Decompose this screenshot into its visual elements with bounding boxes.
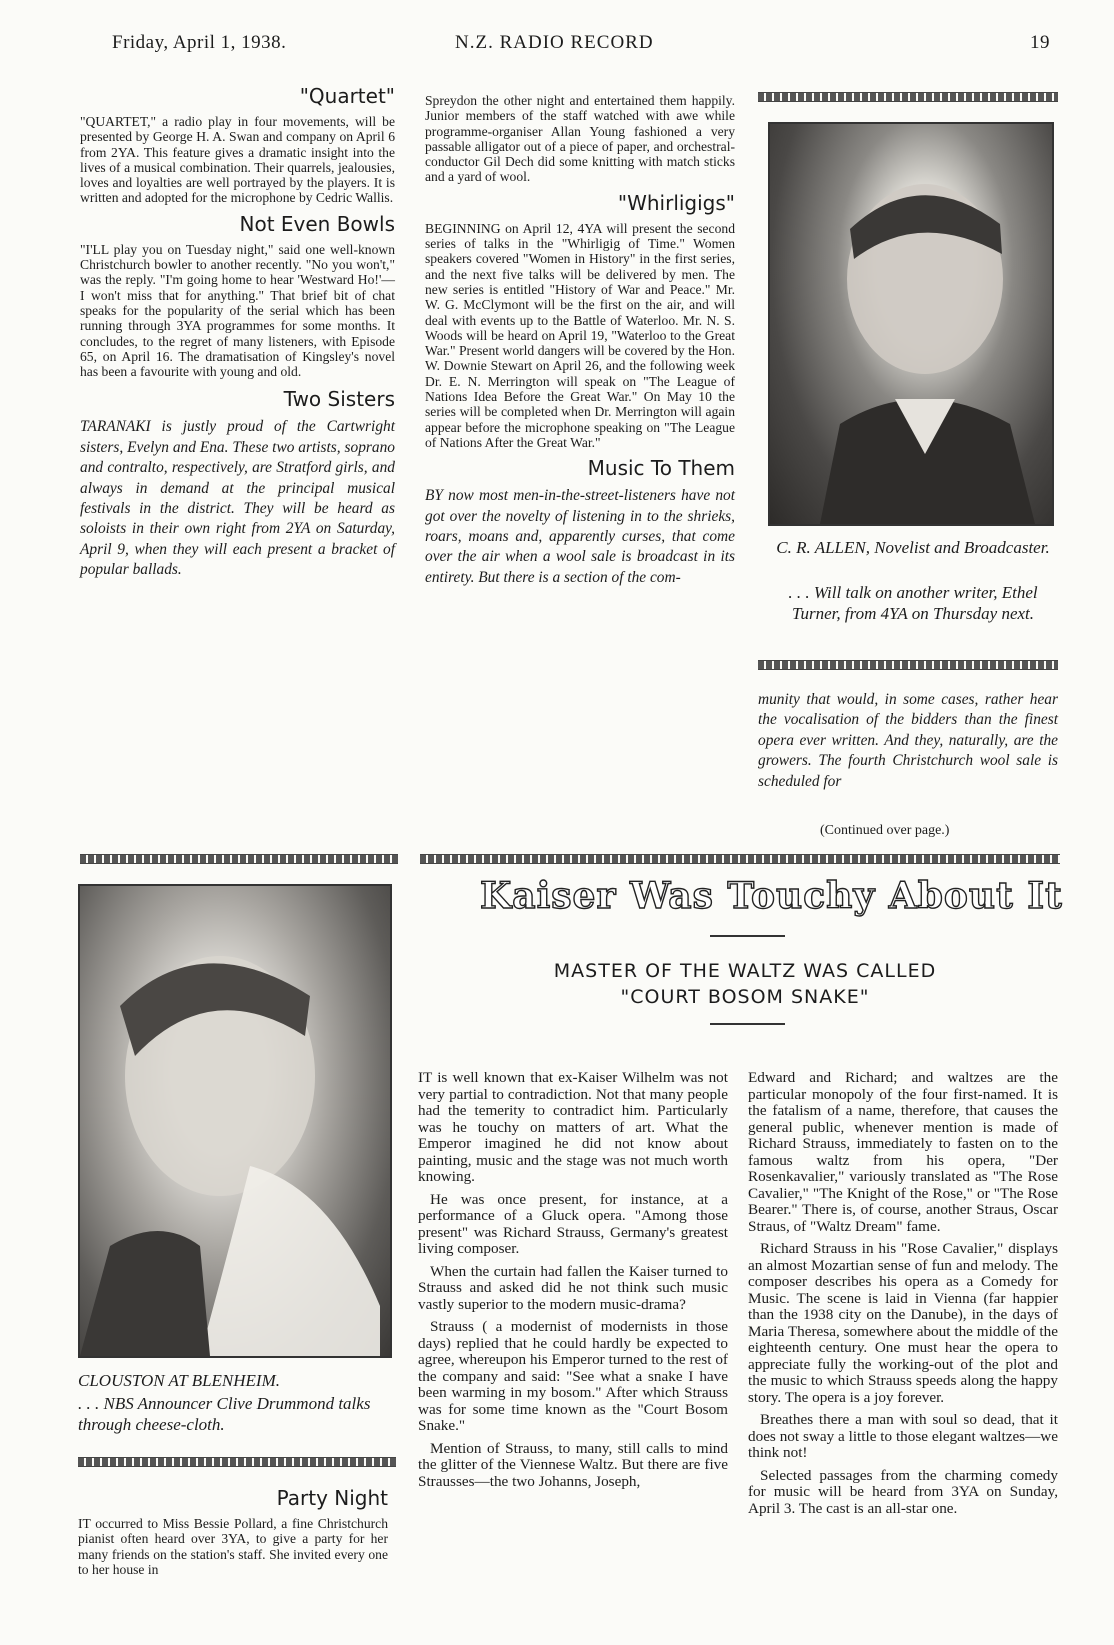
clouston-photo [78, 884, 392, 1358]
issue-date: Friday, April 1, 1938. [112, 32, 287, 53]
divider [80, 854, 398, 864]
kaiser-headline: Kaiser Was Touchy About It [480, 875, 1063, 917]
two-sisters-heading: Two Sisters [283, 387, 395, 412]
clouston-caption-name: CLOUSTON AT BLENHEIM. [78, 1371, 280, 1390]
quartet-body: "QUARTET," a radio play in four movements, will be presented by George H. A. Swan and company on April 6 from 2YA. This feature gives a dramatic insight into the lives of a musical combination. Their quarrels, jealousies, loves and loyalties are well portrayed by the players. It is written and adopted for the microphone by Cedric Wallis. [80, 114, 395, 206]
continued-note: (Continued over page.) [820, 823, 950, 838]
page-number: 19 [1030, 32, 1050, 53]
divider [758, 92, 1058, 102]
allen-caption-name: C. R. ALLEN, Novelist and Broadcaster. [776, 538, 1050, 557]
kaiser-subheadline-2: "COURT BOSOM SNAKE" [620, 986, 870, 1008]
clouston-caption-text: . . . NBS Announcer Clive Drummond talks through cheese-cloth. [78, 1394, 371, 1434]
whirligigs-body: BEGINNING on April 12, 4YA will present the second series of talks in the "Whirligig of Time." Women speakers covered "Women in History" in the first series, and the next five talks will be delivered by men. The new series is entitled "History of War and Peace." Mr. W. G. McClymont will be the first on the air, and will deal with events up to the Battle of Waterloo. Mr. N. S. Woods will be heard on April 19, "Waterloo to the Great War." Present world dangers will be covered by the Hon. W. Downie Stewart on April 26, and the following week Dr. E. N. Merrington will speak on "The League of Nations Idea Before the Great War." On May 10 the series will be completed when Dr. Merrington will again appear before the microphone speaking on "The League of Nations After the Great War." [425, 220, 735, 450]
kaiser-col1-p1: IT is well known that ex-Kaiser Wilhelm was not very partial to contradiction. Not that many people had the temerity to contradict him. Particularly was he touchy on matters of art. What the Emperor imagined he did not know about painting, music and the stage was not much worth knowing. [418, 1069, 728, 1185]
not-even-bowls-heading: Not Even Bowls [239, 211, 395, 236]
kaiser-col1-p4: Strauss ( a modernist of modernists in those days) replied that he could hardly be expected to agree, whereupon his Emperor turned to the rest of the company and said: "See what a snake I have been warming in my bosom." After which Strauss was for some time known as the "Court Bosom Snake." [418, 1318, 728, 1434]
kaiser-col2-p2: Richard Strauss in his "Rose Cavalier," displays an almost Mozartian sense of fun and melody. The composer describes his opera as a Comedy for Music. The scene is laid in Vienna (far happier than the 1938 city on the Danube), in the days of Maria Theresa, somewhere about the middle of the eighteenth century. One must hear the opera to appreciate fully the working-out of the plot and the music to which Strauss speeds along the happy story. The opera is a joy forever. [748, 1240, 1058, 1406]
divider [758, 660, 1058, 670]
column-left [80, 78, 395, 581]
music-to-them-heading: Music To Them [587, 456, 735, 481]
kaiser-col1-p3: When the curtain had fallen the Kaiser turned to Strauss and asked did he not think such music vastly superior to the modern music-drama? [418, 1262, 728, 1313]
kaiser-col2-p1: Edward and Richard; and waltzes are the particular monopoly of the four first-named. It is the fatalism of a name, therefore, that causes the general public, whenever mention is made of Richard Strauss, immediately to fasten on to the famous waltz from his opera, "Der Rosenkavalier," variously translated as "The Rose Cavalier," "The Knight of the Rose," or "The Rose Bearer." There is, of course, another Straus, Oscar Straus, of "Waltz Dream" fame. [748, 1069, 1058, 1235]
kaiser-column-2 [748, 1070, 1058, 1523]
subheadline-rule [710, 1023, 785, 1025]
allen-portrait-image [770, 124, 1052, 524]
party-night-section [78, 1480, 388, 1583]
quartet-heading: "Quartet" [299, 84, 395, 108]
party-night-heading: Party Night [276, 1486, 388, 1510]
kaiser-col2-p3: Breathes there a man with soul so dead, that it does not sway a little to those elegant waltzes—we think not! [748, 1411, 1058, 1461]
two-sisters-body: TARANAKI is justly proud of the Cartwright sisters, Evelyn and Ena. These two artists, soprano and contralto, respectively, are Stratford girls, and always in demand at the principal musical festivals in the district. They will be heard as soloists in their own right from 2YA on Saturday, April 9, when they will each present a bracket of popular ballads. [80, 418, 395, 579]
spreydon-body: Spreydon the other night and entertained them happily. Junior members of the staff watched with awe while programme-organiser Allan Young fashioned a very passable alligator out of a piece of paper, and orchestral-conductor Gil Dech did some knitting with match sticks and a yard of wool. [425, 93, 735, 185]
publication-title: N.Z. RADIO RECORD [455, 32, 654, 53]
headline-rule [710, 935, 785, 937]
party-night-body: IT occurred to Miss Bessie Pollard, a fine Christchurch pianist often heard over 3YA, to give a party for her many friends on the station's staff. She invited every one to her house in [78, 1516, 388, 1577]
kaiser-subheadline-1: MASTER OF THE WALTZ WAS CALLED [553, 960, 937, 982]
divider [420, 854, 1060, 864]
allen-photo [768, 122, 1054, 526]
kaiser-col1-p2: He was once present, for instance, at a performance of a Gluck opera. "Among those present" was Richard Strauss, Germany's greatest living composer. [418, 1190, 728, 1257]
column-middle [425, 93, 735, 588]
clouston-portrait-image [80, 886, 390, 1356]
music-to-them-body-left: BY now most men-in-the-street-listeners have not got over the novelty of listening in to the shrieks, roars, moans and, apparently curses, that come over the air when a wool sale is broadcast in its entirety. But there is a section of the com- [425, 487, 735, 586]
kaiser-column-1 [418, 1070, 728, 1496]
divider [78, 1457, 396, 1467]
allen-caption-text: . . . Will talk on another writer, Ethel Turner, from 4YA on Thursday next. [788, 583, 1038, 623]
kaiser-col2-p4: Selected passages from the charming comedy for music will be heard from 3YA on Sunday, April 3. The cast is an all-star one. [748, 1466, 1058, 1517]
whirligigs-heading: "Whirligigs" [617, 190, 735, 215]
not-even-bowls-body: "I'LL play you on Tuesday night," said one well-known Christchurch bowler to another recently. "No you won't," was the reply. "I'm going home to hear 'Westward Ho!'—I won't miss that for anything." That brief bit of chat speaks for the popularity of the serial which has been running through 3YA programmes for some months. It concludes, to the regret of many listeners, with Episode 65, on April 16. The dramatisation of Kingsley's novel has been a favourite with young and old. [80, 241, 395, 380]
music-to-them-body-right: munity that would, in some cases, rather hear the vocalisation of the bidders than the finest opera ever written. And they, naturally, are the growers. The fourth Christchurch wool sale is scheduled for [758, 691, 1058, 790]
kaiser-col1-p5: Mention of Strauss, to many, still calls to mind the glitter of the Viennese Waltz. But there are five Strausses—the two Johanns, Joseph, [418, 1439, 728, 1490]
